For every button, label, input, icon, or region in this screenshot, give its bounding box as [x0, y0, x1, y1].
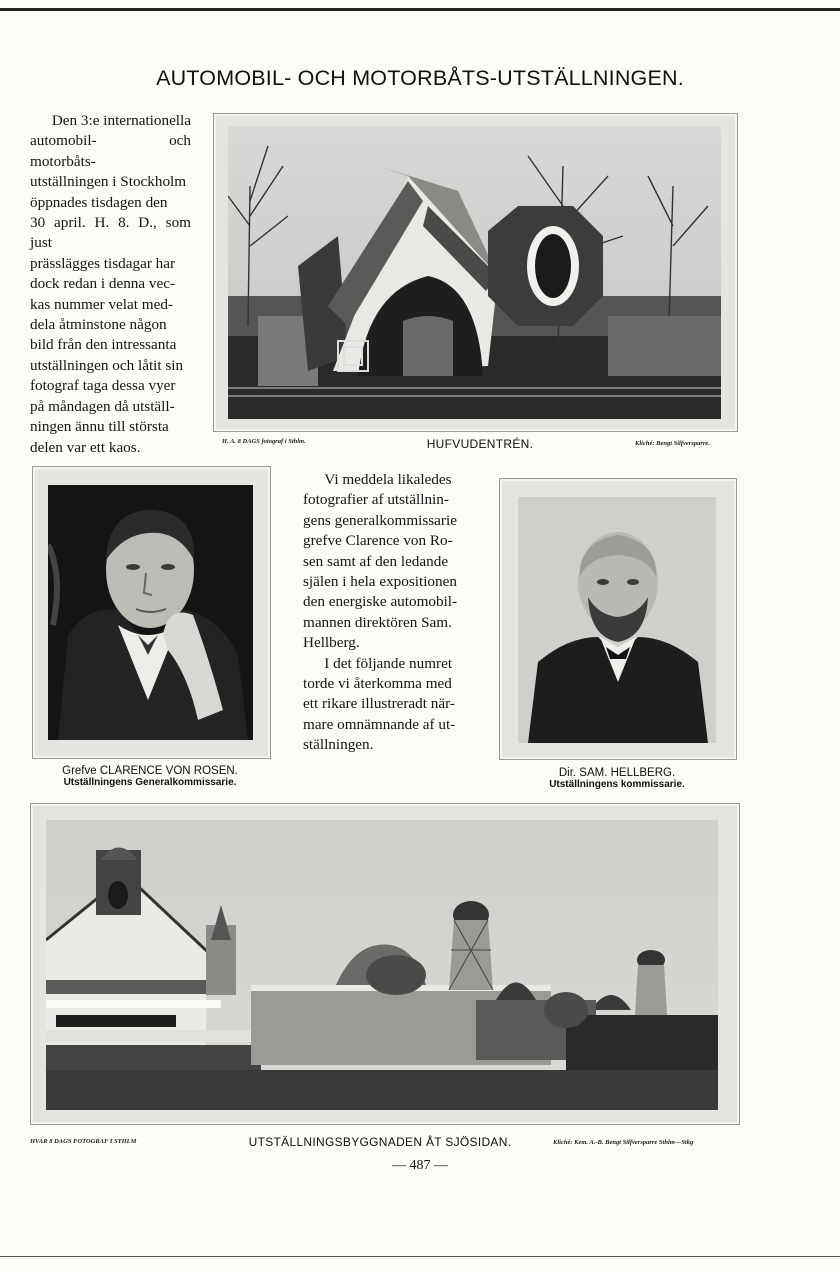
middle-line: själen i hela expositionen: [303, 573, 457, 591]
middle-line: ställningen.: [303, 736, 374, 754]
portrait-right-role: Utställningens kommissarie.: [549, 779, 685, 790]
entrance-credit-left: H. A. 8 DAGS fotograf i Sthlm.: [222, 438, 306, 445]
middle-line: torde vi återkomma med: [303, 675, 452, 693]
portrait-left-caption: [30, 765, 270, 789]
portrait-right-frame: [499, 478, 737, 760]
portrait-right-name: Dir. SAM. HELLBERG.: [558, 767, 676, 779]
bottom-rule: [0, 1256, 840, 1257]
middle-text: [303, 470, 463, 756]
seaside-credit-left: HVAR 8 DAGS FOTOGRAF I STHLM: [30, 1138, 137, 1145]
page-title: AUTOMOBIL- OCH MOTORBÅTS-UTSTÄLLNINGEN.: [156, 66, 684, 90]
entrance-photo-frame: [213, 113, 738, 432]
middle-line: fotografier af utställnin-: [303, 491, 449, 509]
portrait-von-rosen: [48, 485, 253, 740]
middle-line: mannen direktören Sam.: [303, 613, 452, 631]
intro-line: dela åtminstone någon: [30, 316, 167, 334]
middle-line: ett rikare illustreradt när-: [303, 695, 455, 713]
entrance-credit-right: Kliché: Bengt Silfversparre.: [635, 440, 710, 447]
intro-line: utställningen och låtit sin: [30, 356, 184, 374]
intro-line: bild från den intressanta: [30, 336, 177, 354]
portrait-right-caption: [497, 767, 737, 791]
intro-line: fotograf taga dessa vyer: [30, 377, 176, 395]
intro-line: automobil- och motorbåts-: [30, 132, 191, 170]
middle-line: grefve Clarence von Ro-: [303, 532, 453, 550]
top-rule: [0, 8, 840, 11]
middle-line: I det följande numret: [324, 654, 453, 672]
intro-line: öppnades tisdagen den: [30, 193, 168, 211]
portrait-hellberg: [518, 497, 716, 743]
page-number: — 487 —: [392, 1158, 448, 1173]
portrait-left-frame: [32, 466, 271, 759]
intro-text: [30, 111, 191, 458]
middle-line: gens generalkommissarie: [303, 511, 457, 529]
seaside-credit-right: Kliché: Kem. A.-B. Bengt Silfversparre Sthlm—Stkg: [553, 1139, 694, 1146]
seaside-caption: UTSTÄLLNINGSBYGGNADEN ÅT SJÖSIDAN.: [248, 1135, 512, 1149]
entrance-photo: [228, 126, 721, 419]
intro-line: på måndagen då utställ-: [30, 397, 175, 415]
intro-line: dock redan i denna vec-: [30, 275, 176, 293]
portrait-left-name: Grefve CLARENCE VON ROSEN.: [62, 765, 238, 777]
middle-line: Hellberg.: [303, 634, 360, 652]
middle-line: Vi meddela likaledes: [324, 471, 452, 488]
intro-line: 30 april. H. 8. D., som just: [30, 214, 191, 252]
intro-line: delen var ett kaos.: [30, 438, 141, 456]
middle-line: mare omnämnande af ut-: [303, 715, 456, 733]
seaside-photo: [46, 820, 718, 1110]
middle-line: sen samt af den ledande: [303, 552, 449, 570]
intro-line: prässlägges tisdagar har: [30, 254, 176, 272]
intro-line: kas nummer velat med-: [30, 295, 173, 313]
intro-line: Den 3:e internationella: [51, 112, 191, 129]
intro-line: utställningen i Stockholm: [30, 173, 187, 191]
intro-line: ningen ännu till största: [30, 418, 169, 436]
portrait-left-role: Utställningens Generalkommissarie.: [63, 777, 237, 788]
entrance-caption: HUFVUDENTRÉN.: [426, 437, 534, 451]
middle-line: den energiske automobil-: [303, 593, 458, 611]
seaside-photo-frame: [30, 803, 740, 1125]
